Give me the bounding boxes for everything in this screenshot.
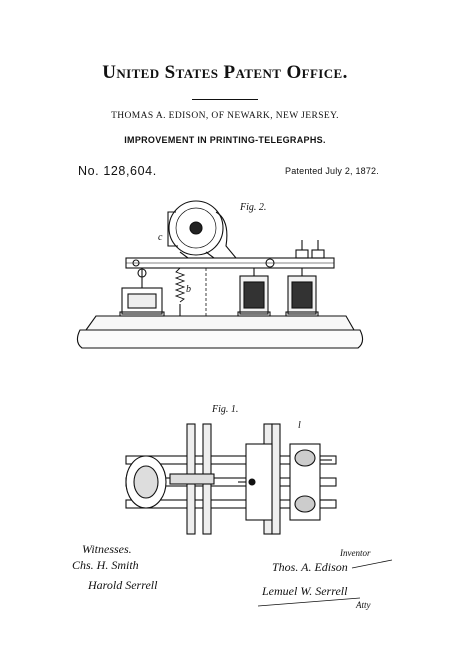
office-title: United States Patent Office. (102, 62, 348, 83)
witness-signature-1: Chs. H. Smith (72, 558, 139, 572)
patent-date: Patented July 2, 1872. (285, 166, 379, 176)
patent-number: No. 128,604. (78, 164, 157, 178)
inventor-label: Inventor (340, 548, 371, 558)
inventor-signature: Thos. A. Edison (272, 560, 348, 574)
witness-signature-2: Harold Serrell (88, 578, 158, 592)
figure-1-label: Fig. 1. (212, 404, 239, 415)
witnesses-label: Witnesses. (82, 542, 132, 556)
reference-c-label: c (158, 232, 163, 243)
invention-title: IMPROVEMENT IN PRINTING-TELEGRAPHS. (124, 135, 326, 145)
reference-b-label: b (186, 284, 191, 295)
figure-2-label: Fig. 2. (240, 202, 267, 213)
attorney-signature: Lemuel W. Serrell (262, 584, 348, 598)
attorney-note: Atty (356, 600, 371, 610)
inventor-line: THOMAS A. EDISON, OF NEWARK, NEW JERSEY. (111, 111, 339, 121)
reference-l-label: l (298, 420, 301, 431)
